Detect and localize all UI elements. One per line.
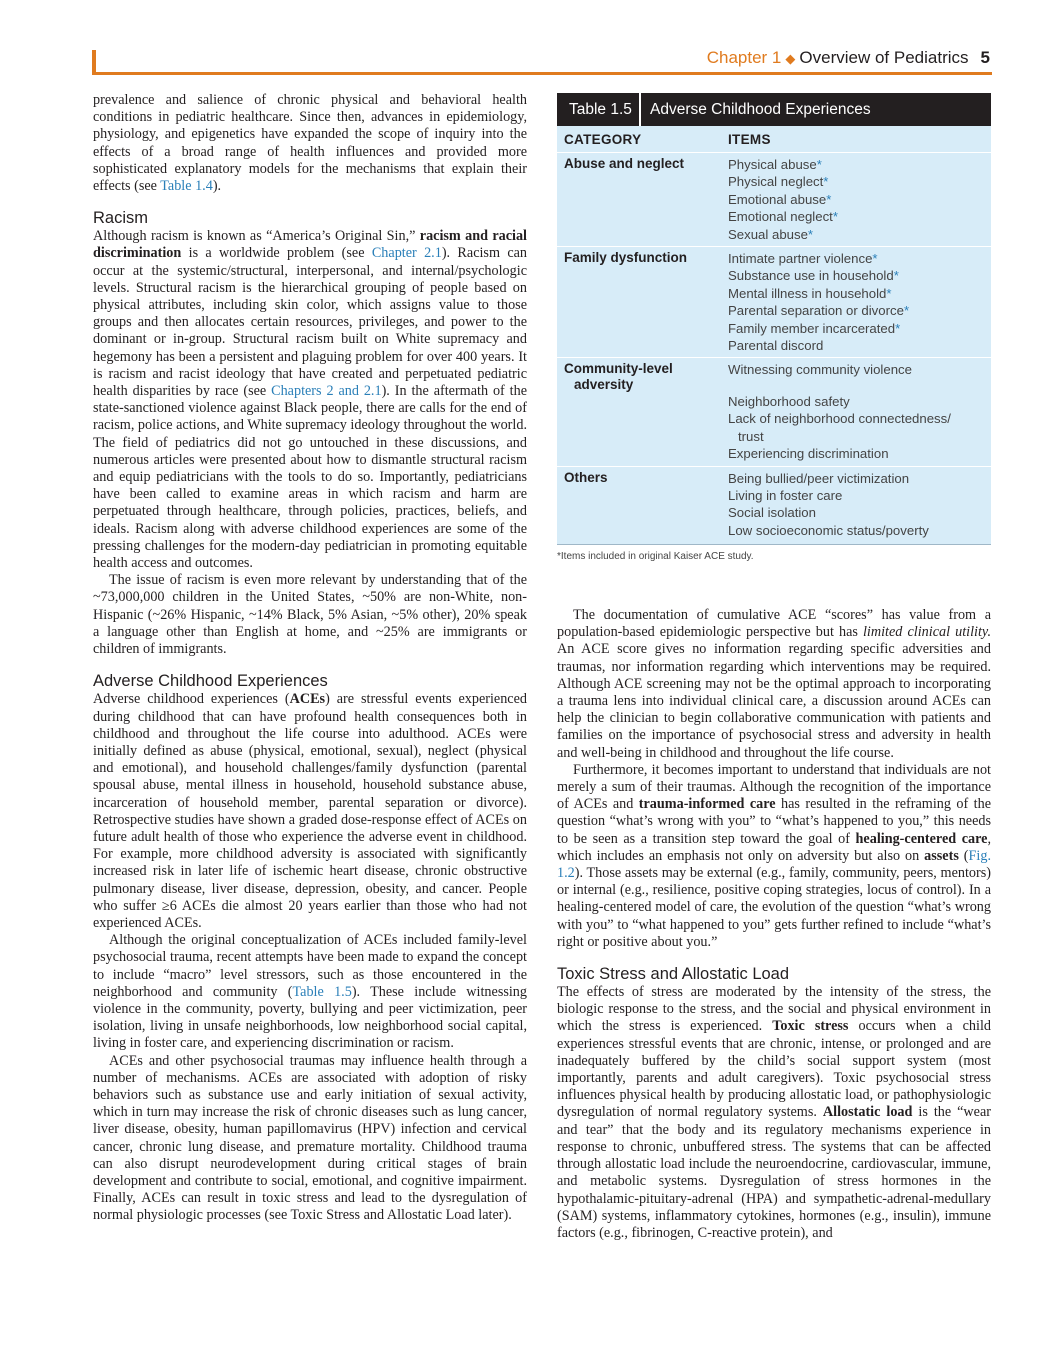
paragraph-text: ). In the aftermath of the state-sanctioned violence against Black people, there are calls for the end of racism, police actions, and White supremacy ideology throughout the world. The field of pediatrics did not go untouched in these discussions, and numerous articles were presented about how to dismantle structural racism and equip pediatricians with the tools to do so. Importantly, pediatricians have been called to examine areas in which racism and harm are perpetuated through healthcare, through policies, practices, beliefs, and ideals. Racism along with adverse childhood experiences are some of the pressing challenges for the modern-day pediatrician in promoting equitable health access and outcomes. [93, 383, 527, 572]
link-table-1-4[interactable]: Table 1.4 [160, 178, 213, 195]
link-chapters-2-and-2-1[interactable]: Chapters 2 and 2.1 [271, 383, 382, 400]
bold-term: Toxic stress [772, 1018, 849, 1035]
table-row [557, 466, 991, 543]
paragraph-text: ( [958, 847, 969, 864]
paragraph-text: is the “wear and tear” that the body and its regulatory mechanisms experience in response to chronic, unbuffered stress. The systems that can be affected through allostatic load include the neuroendocrine, cardiovascular, immune, and metabolic systems. Dysregulation of stress hormones in the hypothalamic-pituitary-adrenal (HPA) and sympathetic-adrenal-medullary (SAM) systems, inflammatory cytokines, hormones (e.g., insulin), immune factors (e.g., fibrinogen, C-reactive protein), and [557, 1104, 992, 1241]
paragraph-text: The effects of stress are moderated by the intensity of the stress, the biologic response to the stress, and the social and physical environment in which the stress is experienced. [557, 984, 991, 1035]
list-item: Physical neglect* [728, 174, 829, 190]
category-cell: Others [564, 469, 608, 485]
list-item: Mental illness in household* [728, 285, 892, 301]
heading-aces: Adverse Childhood Experiences [93, 672, 328, 691]
heading-toxic-stress: Toxic Stress and Allostatic Load [557, 965, 790, 984]
bold-term: Allostatic load [822, 1104, 913, 1121]
column-header-category: CATEGORY [564, 132, 642, 147]
paragraph-aces-2 [93, 932, 527, 1052]
list-item: Emotional abuse* [728, 191, 832, 207]
category-cell: Family dysfunction [564, 250, 688, 266]
paragraph-text: Although the original conceptualization of ACEs included family-level psychosocial trauma, recent attempts have been made to expand the concept to include “macro” level stressors, such as those encountered in the neighborhood and community ( [93, 932, 527, 1000]
list-item: Physical abuse* [728, 157, 822, 172]
paragraph-text: Although racism is known as “America’s Original Sin,” [93, 228, 420, 245]
paragraph-toxic-stress [557, 984, 991, 1242]
list-item-continuation: trust [738, 428, 764, 444]
bold-term: assets [924, 847, 959, 864]
paragraph-aces-3: ACEs and other psychosocial traumas may influence health through a number of mechanisms. ACEs are associated with adoption of risky behaviors such as substance use and early initiation of sexual activity, which in turn may increase the risk of chronic diseases such as lung cancer, liver disease, obesity, human papillomavirus (HPV) infection and cervical cancer, chronic lung disease, and premature mortality. Childhood trauma can also disrupt neurodevelopment during critical stages of brain development and contribute to social, emotional, and cognitive impairment. Finally, ACEs can result in toxic stress and lead to the dysregulation of normal physiologic processes (see Toxic Stress and Allostatic Load later). [93, 1052, 527, 1224]
running-head-chapter: Chapter 1 [706, 48, 782, 67]
paragraph-text: Furthermore, it becomes important to understand that individuals are not merely a sum of their traumas. Although the recognition of the importance of ACEs and [557, 761, 991, 813]
list-item: Neighborhood safety [728, 393, 850, 409]
paragraph-text: ). These include witnessing violence in the community, poverty, bullying and peer victimization, peer isolation, living in unsafe neighborhoods, low neighborhood social capital, living in foster care, and experiencing discrimination or racism. [93, 983, 527, 1052]
header-accent-bar [92, 50, 96, 74]
paragraph-text: , which includes an emphasis not only on adversity but also on [557, 830, 991, 864]
table-row [557, 357, 991, 465]
items-cell [728, 250, 991, 354]
asterisk-marker: * [872, 251, 878, 267]
list-item: Low socioeconomic status/poverty [728, 522, 929, 538]
table-header-row [557, 126, 991, 152]
paragraph-text: Adverse childhood experiences ( [93, 691, 290, 708]
table-number: Table 1.5 [557, 93, 641, 126]
category-line: adversity [574, 377, 634, 393]
table-body [557, 126, 991, 545]
paragraph-text: prevalence and salience of chronic physical and behavioral health conditions in pediatric healthcare. Since then, advances in epidemiology, physiology, and epigenetics have expanded the scope of inquiry into the effects of a broad range of health influences and provided more sophisticated explanatory models for the mechanisms that explain their effects (see [93, 92, 527, 195]
table-title-bar [557, 93, 991, 126]
list-item: Parental separation or divorce* [728, 303, 910, 319]
items-cell [728, 470, 991, 540]
left-column [93, 92, 527, 1225]
paragraph-racism [93, 228, 527, 572]
list-item: Witnessing community violence [728, 362, 912, 378]
list-item: Family member incarcerated* [728, 320, 901, 336]
link-chapter-2-1[interactable]: Chapter 2.1 [371, 245, 442, 262]
italic-term: limited clinical utility. [862, 624, 991, 641]
asterisk-marker: * [886, 285, 892, 301]
paragraph-text: ). Racism can occur at the systemic/structural, interpersonal, and internal/psychologic levels. Structural racism is the hierarchical grouping of people based on physical attributes, including skin color, which assigns value to those groups and then allocates certain resources, privileges, and power to the dominant or in-group. Structural racism built on White supremacy and hegemony has been a persistent and plaguing problem for over 400 years. It is racism and racist ideology that have created and perpetuated pediatric health disparities by race (see [93, 245, 528, 400]
link-table-1-5[interactable]: Table 1.5 [292, 983, 352, 1000]
asterisk-marker: * [816, 157, 822, 172]
list-item: Emotional neglect* [728, 209, 838, 225]
paragraph-text: occurs when a child experiences stressful events that are chronic, intense, or prolonged and are inadequately buffered by the child’s social support system (most importantly, parents and adult caregivers). Toxic psychosocial stress influences physical health by producing allostatic load, or pathophysiologic dysregulation of normal regulatory systems. [557, 1018, 991, 1121]
list-item: Substance use in household* [728, 268, 899, 284]
asterisk-marker: * [823, 174, 829, 190]
bold-term: trauma-informed care [638, 796, 776, 813]
header-rule [92, 72, 992, 75]
paragraph-intro [93, 92, 527, 195]
diamond-icon: ◆ [785, 51, 796, 66]
paragraph-text: ) are stressful events experienced during childhood that can have profound health consequences both in childhood and throughout the life course into adulthood. ACEs were initially defined as abuse (physical, emotional, sexual), neglect (physical and emotional), and household challenges/family dysfunction (parental spousal abuse, mental illness in household, household substance abuse, incarceration of household member, parental separation or divorce). Retrospective studies have shown a graded dose-response effect of ACEs on future adult health of those who experience the adverse event in childhood. For example, more childhood adversity is associated with significantly increased risk in later life of ischemic heart disease, chronic obstructive pulmonary disease, liver disease, depression, obesity, and cancer. People who suffer ≥6 ACEs die almost 20 years earlier than those who had not experienced ACEs. [93, 691, 527, 931]
paragraph-text: An ACE score gives no information regarding specific adversities and traumas, nor information regarding which interventions may be required. Although ACE screening may not be the optimal approach to incorporating a trauma lens into individual clinical care, a discussion around ACEs can help the clinician to begin collaborative communication with patients and families on the importance of psychosocial stress and adversity in health and well-being in childhood and throughout the life course. [557, 641, 991, 761]
asterisk-marker: * [903, 303, 910, 319]
bold-term: racism and racial discrimination [93, 228, 527, 262]
column-header-items: ITEMS [728, 132, 771, 147]
list-item: Social isolation [728, 505, 816, 521]
asterisk-marker: * [895, 320, 901, 336]
paragraph-text: ). Those assets may be external (e.g., family, community, peers, mentors) or internal (e.g., resilience, positive coping strategies, locus of control). In a healing-centered model of care, the evolution of the question “what’s wrong with you” to “what happened to you” gets further refined to include “what’s right or positive about you.” [557, 865, 991, 950]
paragraph-text: The documentation of cumulative ACE “scores” has value from a population-based epidemiologic perspective but has [557, 607, 991, 641]
table-title: Adverse Childhood Experiences [650, 100, 871, 118]
heading-racism: Racism [93, 209, 149, 228]
paragraph-aces [93, 691, 527, 932]
category-cell: Abuse and neglect [564, 156, 685, 171]
asterisk-marker: * [832, 209, 838, 225]
bold-term: ACEs [289, 691, 326, 708]
category-line: Community-level [564, 361, 673, 377]
asterisk-marker: * [893, 268, 899, 284]
items-cell [728, 361, 991, 462]
paragraph-racism-2: The issue of racism is even more relevant by understanding that of the ~73,000,000 children in the United States, ~50% are non-White, non-Hispanic (~26% Hispanic, ~14% Black, 5% Asian, ~5% other), 20% speak a language other than English at home, and ~25% are immigrants or children of immigrants. [93, 572, 527, 658]
list-item: Being bullied/peer victimization [728, 470, 910, 486]
spacer [728, 379, 991, 393]
right-column [557, 607, 991, 1242]
paragraph-text: is a worldwide problem (see [181, 245, 372, 262]
list-item: Sexual abuse* [728, 226, 814, 242]
list-item: Lack of neighborhood connectedness/ [728, 411, 951, 427]
running-head-title: Overview of Pediatrics [799, 48, 969, 67]
page-number: 5 [980, 48, 990, 67]
bold-term: healing-centered care [855, 830, 988, 847]
asterisk-marker: * [826, 191, 832, 207]
paragraph-healing [557, 762, 991, 951]
list-item: Experiencing discrimination [728, 446, 889, 462]
list-item: Living in foster care [728, 487, 843, 503]
category-cell [557, 361, 728, 462]
paragraph-text: ). [212, 178, 222, 195]
list-item: Intimate partner violence* [728, 251, 878, 267]
running-head [707, 48, 990, 68]
table-row [557, 152, 991, 246]
list-item: Parental discord [728, 338, 824, 354]
link-fig-1-2[interactable]: Fig. 1.2 [557, 847, 992, 882]
table-1-5 [557, 93, 991, 545]
items-cell [728, 156, 991, 243]
asterisk-marker: * [807, 226, 814, 242]
paragraph-ace-scores [557, 607, 991, 762]
table-footnote: *Items included in original Kaiser ACE study. [557, 551, 754, 562]
table-row [557, 246, 991, 357]
paragraph-text: has resulted in the reframing of the question “what’s wrong with you” to “what’s happened to you,” this needs to be seen as a transition step toward the goal of [557, 796, 991, 847]
